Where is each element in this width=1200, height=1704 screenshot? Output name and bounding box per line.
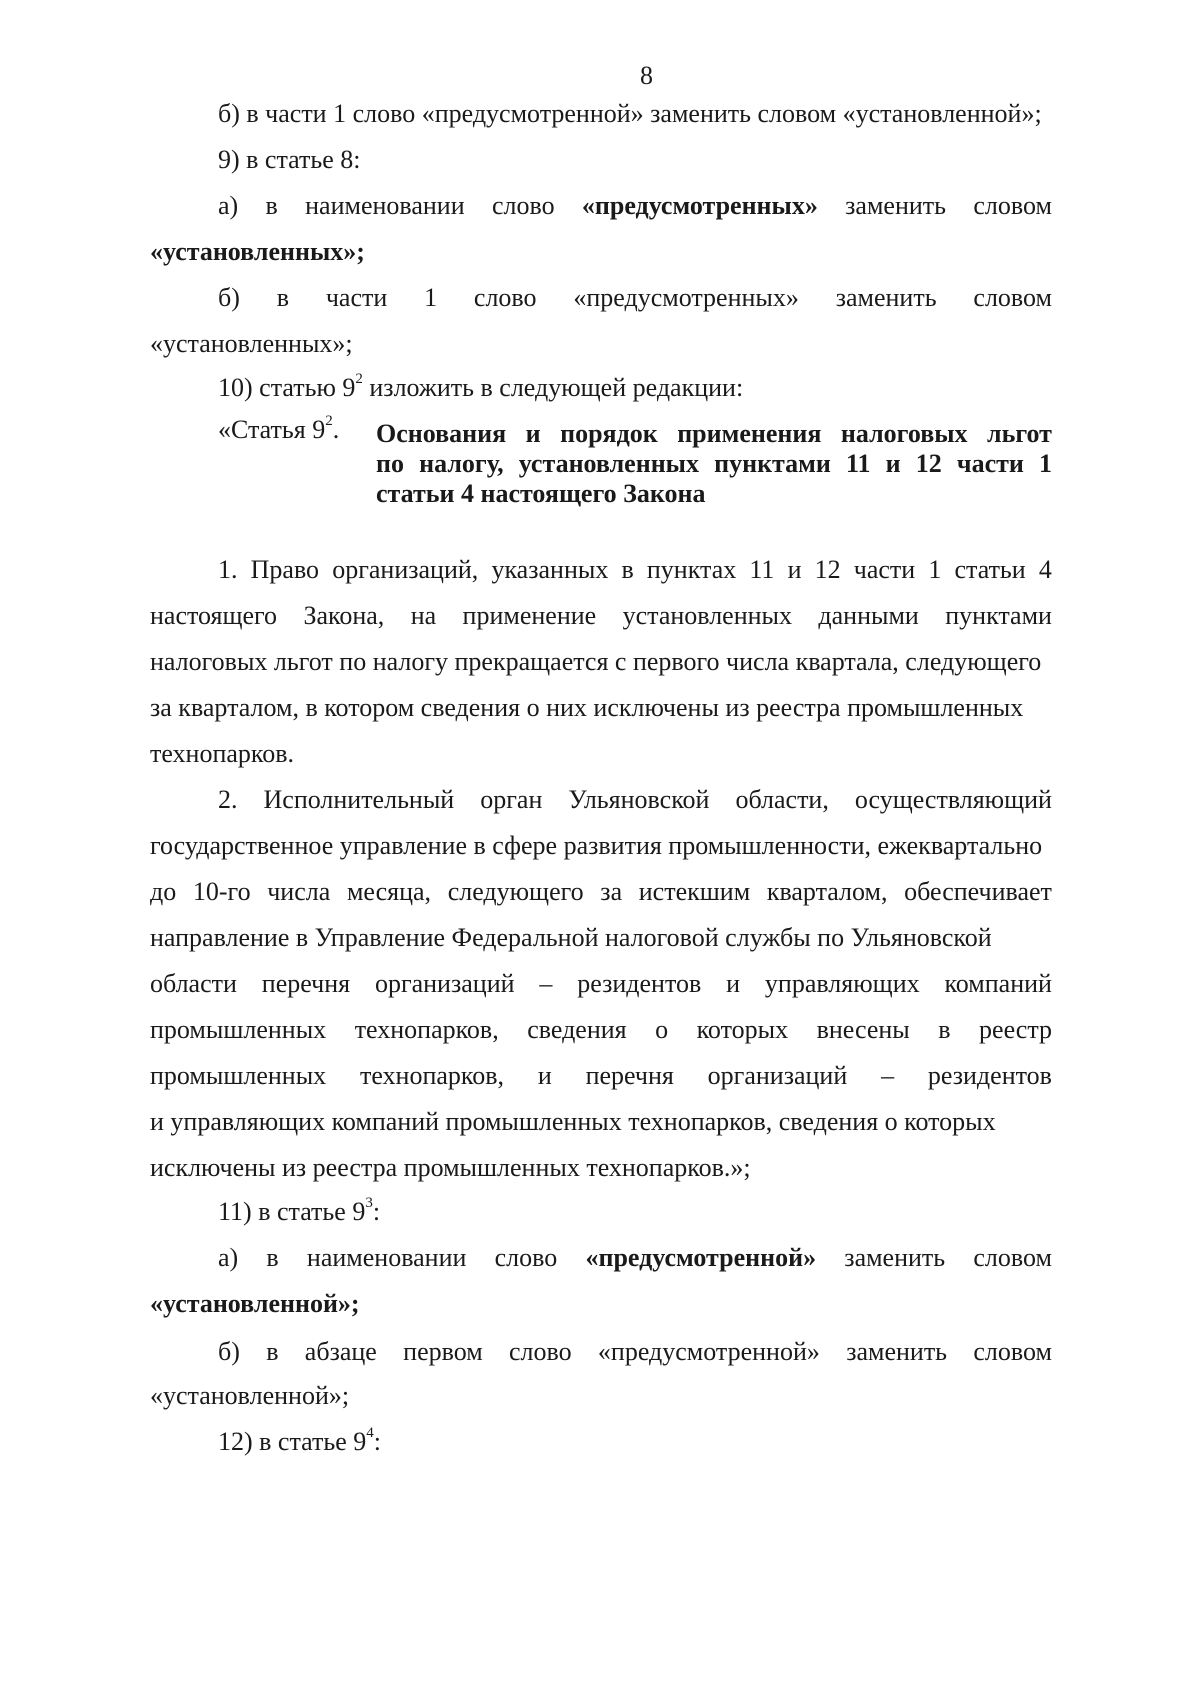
text-line: «установленных»; — [150, 329, 353, 358]
justified-line: 1. Право организаций, указанных в пунктах 11 и 12 части 1 статьи 4 — [218, 555, 1052, 584]
justified-line: б) в абзаце первом слово «предусмотренной» заменить словом — [218, 1337, 1052, 1366]
text-line: 11) в статье $9^3$: — [218, 1195, 381, 1226]
text-line: 10) статью $9^2$ изложить в следующей редакции: — [218, 371, 744, 402]
text-line: технопарков. — [150, 739, 295, 768]
article-label: «Статья $9^2$. — [218, 413, 340, 444]
text-line: «установленных»; — [150, 237, 365, 266]
text-line: и управляющих компаний промышленных технопарков, сведения о которых — [150, 1107, 996, 1136]
justified-line: б) в части 1 слово «предусмотренных» заменить словом — [218, 283, 1052, 312]
text-line: б) в части 1 слово «предусмотренной» заменить словом «установленной»; — [218, 99, 1042, 128]
article-title-line: по налогу, установленных пунктами 11 и 12 части 1 — [376, 449, 1052, 478]
justified-line: а) в наименовании слово «предусмотренной» заменить словом — [218, 1243, 1052, 1272]
justified-line: промышленных технопарков, сведения о которых внесены в реестр — [150, 1015, 1052, 1044]
text-line: за кварталом, в котором сведения о них исключены из реестра промышленных — [150, 693, 1024, 722]
text-line: 9) в статье 8: — [218, 145, 361, 174]
text-line: направление в Управление Федеральной налоговой службы по Ульяновской — [150, 923, 992, 952]
justified-line: а) в наименовании слово «предусмотренных» заменить словом — [218, 191, 1052, 220]
text-line: исключены из реестра промышленных технопарков.»; — [150, 1153, 751, 1182]
text-line: 12) в статье $9^4$: — [218, 1425, 382, 1456]
justified-line: 2. Исполнительный орган Ульяновской области, осуществляющий — [218, 785, 1052, 814]
justified-line: настоящего Закона, на применение установленных данными пунктами — [150, 601, 1052, 630]
justified-line: области перечня организаций – резидентов и управляющих компаний — [150, 969, 1052, 998]
article-title-line: статьи 4 настоящего Закона — [376, 479, 706, 508]
justified-line: промышленных технопарков, и перечня организаций – резидентов — [150, 1061, 1052, 1090]
text-line: «установленной»; — [150, 1381, 350, 1410]
article-title-line: Основания и порядок применения налоговых льгот — [376, 419, 1052, 448]
page-number: 8 — [640, 61, 653, 90]
text-line: государственное управление в сфере развития промышленности, ежеквартально — [150, 831, 1043, 860]
justified-line: до 10-го числа месяца, следующего за истекшим кварталом, обеспечивает — [150, 877, 1052, 906]
text-line: налоговых льгот по налогу прекращается с первого числа квартала, следующего — [150, 647, 1042, 676]
text-line: «установленной»; — [150, 1289, 360, 1318]
